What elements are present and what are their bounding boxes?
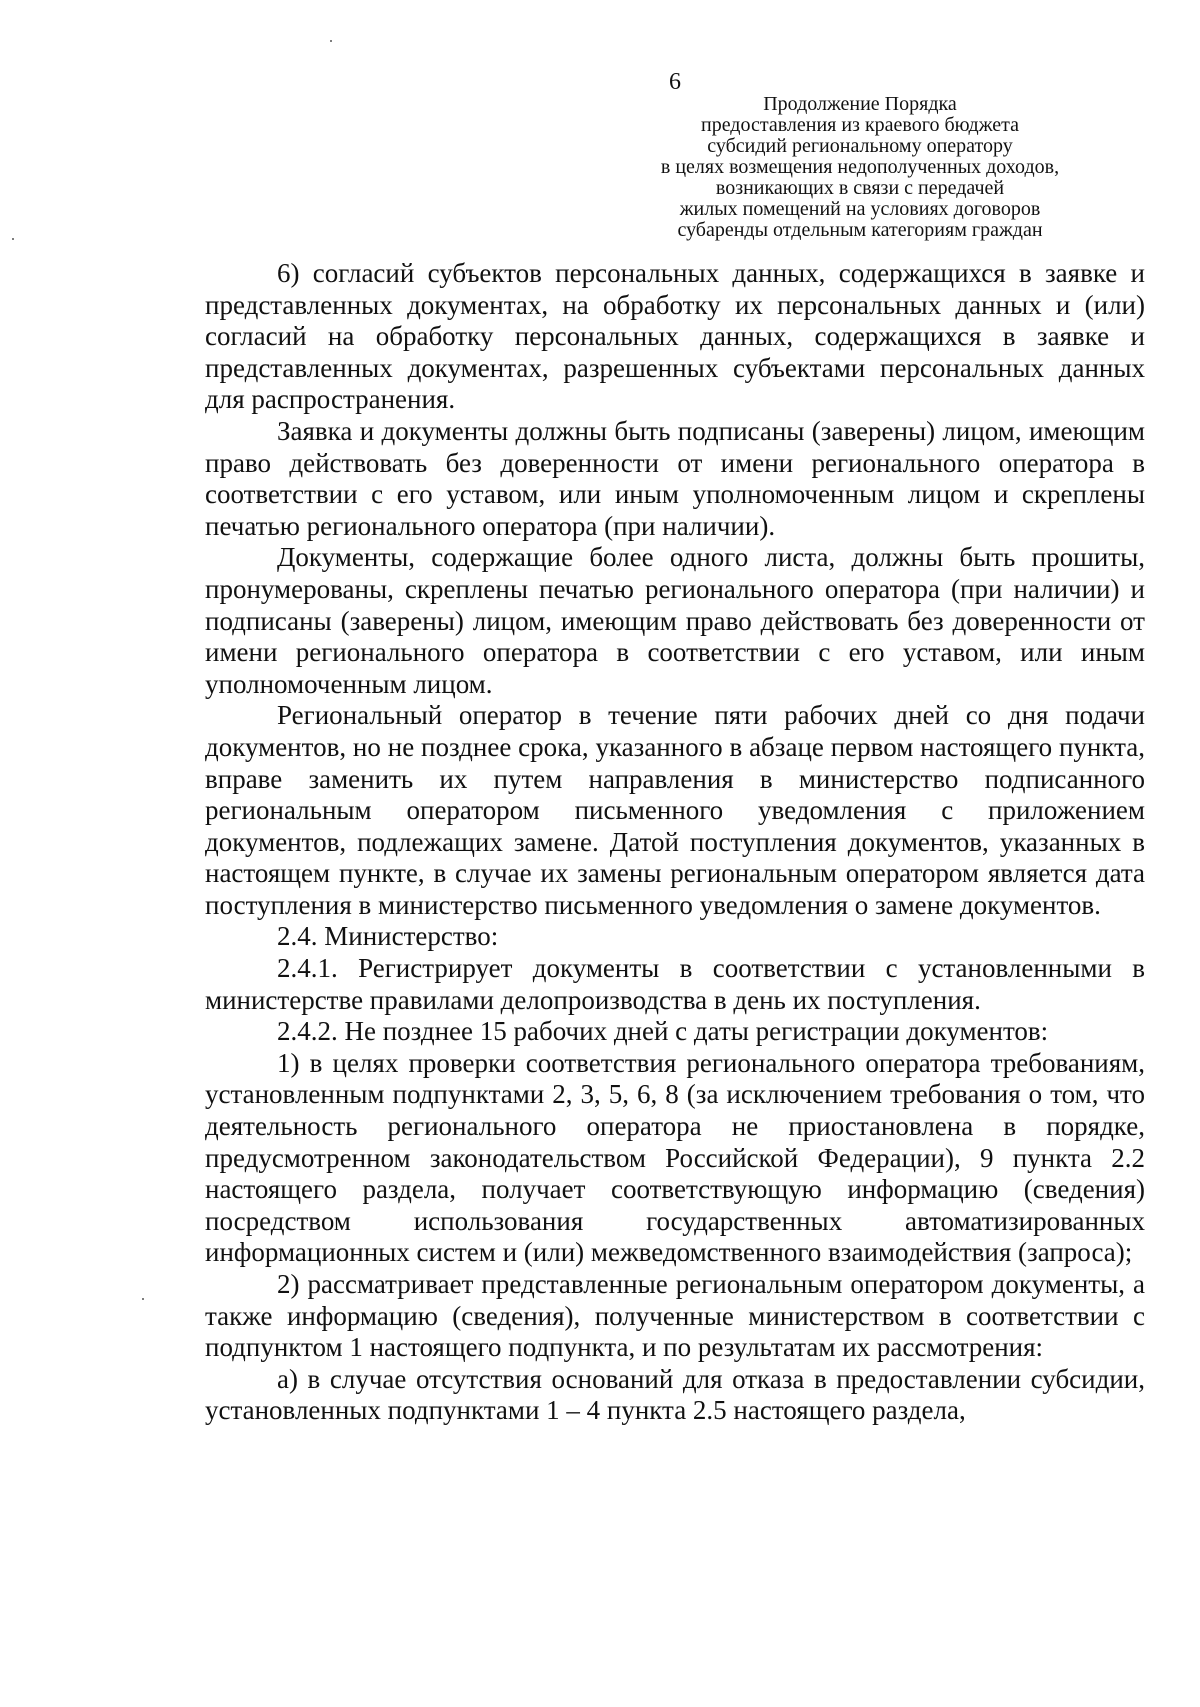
paragraph-item-2: 2) рассматривает представленные региональным оператором документы, а также информацию (сведения), полученные министерством в соответствии с подпунктом 1 настоящего подпункта, и по результатам их рассмотрения: — [205, 1269, 1145, 1363]
header-line: предоставления из краевого бюджета — [700, 114, 1020, 136]
scan-speck — [330, 40, 332, 42]
header-line: в целях возмещения недополученных доходов, — [660, 156, 1060, 178]
header-line: жилых помещений на условиях договоров — [679, 198, 1041, 220]
scan-speck — [12, 238, 14, 240]
document-body — [205, 258, 1145, 1427]
header-line: субаренды отдельным категориям граждан — [677, 219, 1043, 241]
scan-speck — [142, 1298, 144, 1300]
paragraph-section-2-4: 2.4. Министерство: — [277, 921, 499, 952]
paragraph-document-replacement: Региональный оператор в течение пяти рабочих дней со дня подачи документов, но не позднее срока, указанного в абзаце первом настоящего пункта, вправе заменить их путем направления в министерство подписанного региональным оператором письменного уведомления с приложением документов, подлежащих замене. Датой поступления документов, указанных в настоящем пункте, в случае их замены региональным оператором является дата поступления в министерство письменного уведомления о замене документов. — [205, 700, 1145, 920]
document-header — [620, 94, 1100, 241]
page-number: 6 — [669, 69, 681, 95]
paragraph-consents: 6) согласий субъектов персональных данных, содержащихся в заявке и представленных документах, на обработку их персональных данных и (или) согласий на обработку персональных данных, содержащихся в заявке и представленных документах, разрешенных субъектами персональных данных для распространения. — [205, 258, 1145, 415]
header-line: возникающих в связи с передачей — [715, 177, 1005, 199]
header-line: субсидий региональному оператору — [707, 135, 1013, 157]
header-line: Продолжение Порядка — [763, 93, 957, 115]
paragraph-section-2-4-2: 2.4.2. Не позднее 15 рабочих дней с даты регистрации документов: — [277, 1016, 1049, 1047]
paragraph-signature: Заявка и документы должны быть подписаны (заверены) лицом, имеющим право действовать без доверенности от имени регионального оператора в соответствии с его уставом, или иным уполномоченным лицом и скреплены печатью регионального оператора (при наличии). — [205, 415, 1145, 541]
paragraph-item-1: 1) в целях проверки соответствия регионального оператора требованиям, установленным подпунктами 2, 3, 5, 6, 8 (за исключением требования о том, что деятельность регионального оператора не приостановлена в порядке, предусмотренном законодательством Российской Федерации), 9 пункта 2.2 настоящего раздела, получает соответствующую информацию (сведения) посредством использования государственных автоматизированных информационных систем и (или) межведомственного взаимодействия (запроса); — [205, 1047, 1145, 1268]
paragraph-multipage-documents: Документы, содержащие более одного листа, должны быть прошиты, пронумерованы, скреплены печатью регионального оператора (при наличии) и подписаны (заверены) лицом, имеющим право действовать без доверенности от имени регионального оператора в соответствии с его уставом, или иным уполномоченным лицом. — [205, 542, 1145, 699]
paragraph-item-a: а) в случае отсутствия оснований для отказа в предоставлении субсидии, установленных подпунктами 1 – 4 пункта 2.5 настоящего раздела, — [205, 1363, 1145, 1426]
paragraph-section-2-4-1: 2.4.1. Регистрирует документы в соответствии с установленными в министерстве правилами делопроизводства в день их поступления. — [205, 953, 1145, 1015]
